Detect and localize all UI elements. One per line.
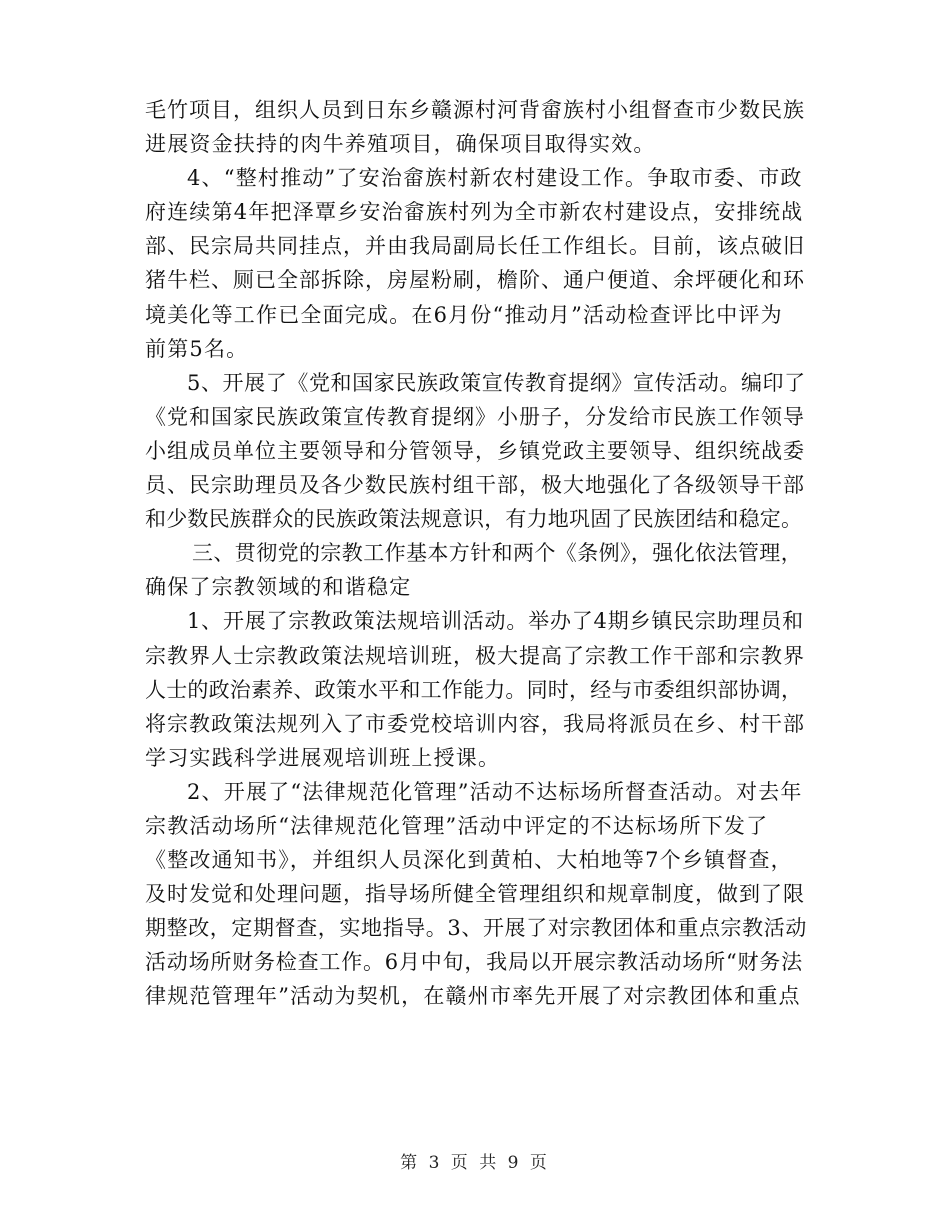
page-number-footer: 第 3 页 共 9 页 <box>400 1153 550 1173</box>
section-heading-line: 确保了宗教领域的和谐稳定 <box>145 575 412 600</box>
paragraph-line: 《整改通知书》，并组织人员深化到黄柏、大柏地等7个乡镇督查， <box>145 848 793 873</box>
paragraph-line: 小组成员单位主要领导和分管领导，乡镇党政主要领导、组织统战委 <box>145 438 805 463</box>
paragraph-line: 将宗教政策法规列入了市委党校培训内容，我局将派员在乡、村干部 <box>145 711 805 736</box>
paragraph-line: 2、开展了“法律规范化管理”活动不达标场所督查活动。对去年 <box>187 779 803 804</box>
paragraph-line: 境美化等工作已全面完成。在6月份“推动月”活动检查评比中评为 <box>145 302 783 327</box>
paragraph-line: 及时发觉和处理问题，指导场所健全管理组织和规章制度，做到了限 <box>145 882 805 907</box>
paragraph-line: 前第5名。 <box>145 336 249 361</box>
paragraph-line: 活动场所财务检查工作。6月中旬，我局以开展宗教活动场所“财务法 <box>145 950 803 975</box>
paragraph-line: 宗教活动场所“法律规范化管理”活动中评定的不达标场所下发了 <box>145 813 769 838</box>
paragraph-line: 毛竹项目，组织人员到日东乡赣源村河背畲族村小组督查市少数民族 <box>145 98 805 122</box>
paragraph-line: 1、开展了宗教政策法规培训活动。举办了4期乡镇民宗助理员和 <box>187 609 804 634</box>
paragraph-line: 员、民宗助理员及各少数民族村组干部，极大地强化了各级领导干部 <box>145 473 805 498</box>
paragraph-line: 人士的政治素养、政策水平和工作能力。同时，经与市委组织部协调， <box>145 677 803 702</box>
paragraph-line: 期整改，定期督查，实地指导。3、开展了对宗教团体和重点宗教活动 <box>145 916 807 941</box>
paragraph-line: 学习实践科学进展观培训班上授课。 <box>145 745 501 770</box>
paragraph-line: 猪牛栏、厕已全部拆除，房屋粉刷，檐阶、通户便道、余坪硬化和环 <box>145 268 805 293</box>
paragraph-line: 府连续第4年把泽覃乡安治畲族村列为全市新农村建设点，安排统战 <box>145 200 804 225</box>
paragraph-line: 和少数民族群众的民族政策法规意识，有力地巩固了民族团结和稳定。 <box>145 507 803 532</box>
paragraph-line: 律规范管理年”活动为契机，在赣州市率先开展了对宗教团体和重点 <box>145 984 801 1009</box>
paragraph-line: 《党和国家民族政策宣传教育提纲》小册子，分发给市民族工作领导 <box>145 404 805 429</box>
paragraph-line: 部、民宗局共同挂点，并由我局副局长任工作组长。目前，该点破旧 <box>145 234 805 259</box>
document-body <box>145 93 807 1014</box>
paragraph-line: 宗教界人士宗教政策法规培训班，极大提高了宗教工作干部和宗教界 <box>145 643 805 668</box>
paragraph-line: 4、“整村推动”了安治畲族村新农村建设工作。争取市委、市政 <box>187 166 803 191</box>
section-heading-line: 三、贯彻党的宗教工作基本方针和两个《条例》，强化依法管理， <box>192 541 803 566</box>
paragraph-line: 进展资金扶持的肉牛养殖项目，确保项目取得实效。 <box>145 132 656 157</box>
paragraph-line: 5、开展了《党和国家民族政策宣传教育提纲》宣传活动。编印了 <box>187 370 806 395</box>
